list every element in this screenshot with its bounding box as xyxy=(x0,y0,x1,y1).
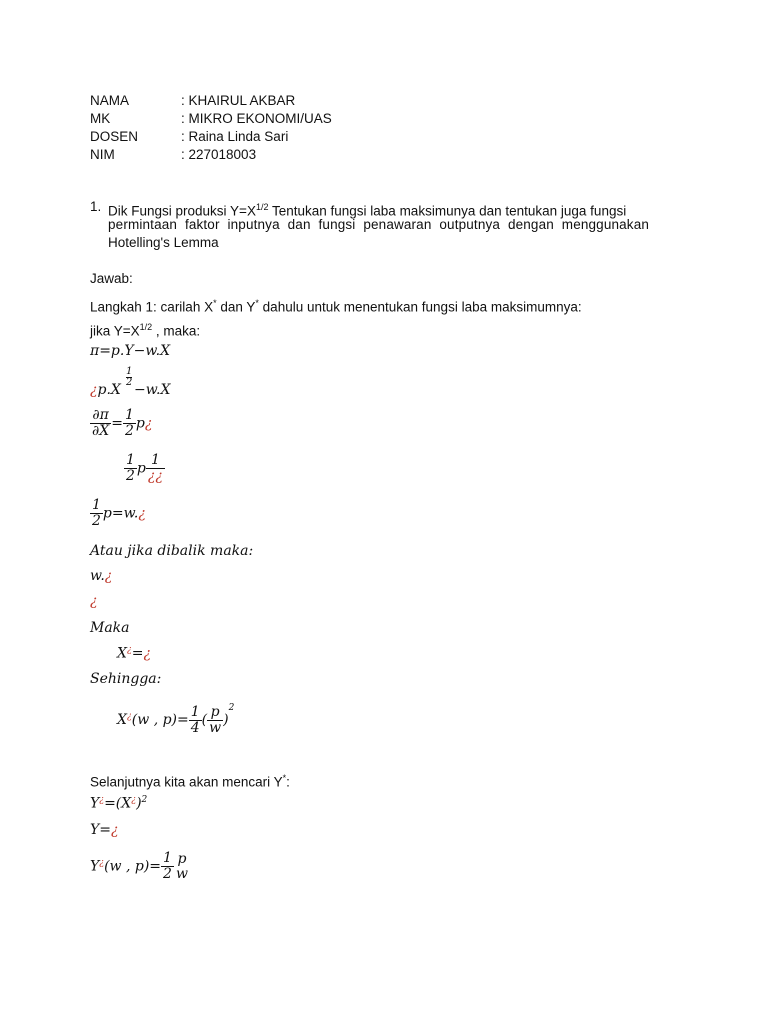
eq12-den2: w xyxy=(175,865,188,882)
eq12-b: (w , p)= xyxy=(104,858,162,875)
eq12-sup: ¿ xyxy=(99,857,105,868)
langkah-1 xyxy=(90,294,582,317)
eq9-a: X xyxy=(117,712,127,728)
question-line-2-text: permintaan faktor inputnya dan fungsi penawaran outputnya dengan menggunakan xyxy=(108,217,650,232)
eq3-frac xyxy=(90,408,111,439)
eq12-den: 2 xyxy=(163,866,172,882)
eq5-den: 2 xyxy=(92,513,101,529)
eq5-a: p=w. xyxy=(102,505,139,522)
equation-derivative xyxy=(90,408,152,439)
equation-8 xyxy=(117,645,151,662)
equation-9 xyxy=(117,703,234,736)
eq8-symbol: ¿ xyxy=(143,645,152,662)
label-nama: NAMA xyxy=(90,93,130,108)
question-text-a: Dik Fungsi produksi Y=X xyxy=(108,203,256,219)
eq2-b: −w.X xyxy=(134,382,171,398)
question-exp: 1/2 xyxy=(255,202,269,212)
star-2: * xyxy=(255,298,259,308)
equation-2 xyxy=(90,382,121,398)
question-number: 1. xyxy=(90,199,102,214)
eq5-num: 1 xyxy=(92,497,101,513)
star-3: * xyxy=(282,773,287,783)
eq4-frac xyxy=(124,453,137,484)
eq8-b: = xyxy=(131,645,144,662)
jawab-label: Jawab: xyxy=(90,271,133,286)
jika-exp: 1/2 xyxy=(139,322,153,332)
eq11-a: Y= xyxy=(90,822,111,838)
eq3-symbol: ¿ xyxy=(144,415,153,432)
question-line-2 xyxy=(108,216,678,234)
eq8-a: X xyxy=(117,645,127,662)
eq5-frac xyxy=(90,498,103,529)
eq6-a: w. xyxy=(90,568,105,584)
eq6-symbol: ¿ xyxy=(104,568,113,584)
value-nama: : KHAIRUL AKBAR xyxy=(181,93,296,108)
eq3-p: p xyxy=(135,415,145,432)
eq9-frac xyxy=(189,705,202,736)
equation-6 xyxy=(90,568,112,584)
eq12-frac xyxy=(161,851,174,882)
eq2-a: p.X xyxy=(97,382,121,398)
langkah-c: dahulu untuk menentukan fungsi laba maksimumnya: xyxy=(258,299,582,315)
atau-label: Atau jika dibalik maka: xyxy=(90,543,254,559)
eq11-symbol: ¿ xyxy=(110,822,119,838)
selanjutnya-b: : xyxy=(286,774,290,790)
equation-11 xyxy=(90,822,119,838)
jika-line xyxy=(90,318,200,341)
eq9-sup: ¿ xyxy=(126,711,132,722)
eq10-b: =(X xyxy=(104,795,132,812)
equation-10 xyxy=(90,795,147,812)
eq3-num2: 1 xyxy=(124,407,134,423)
eq9-frac2 xyxy=(207,705,223,736)
eq2-exp-num: 1 xyxy=(126,366,133,377)
eq2-exp-den: 2 xyxy=(126,377,133,388)
eq10-a: Y xyxy=(90,795,100,812)
eq2-exponent xyxy=(126,367,132,388)
eq10-sup2: ¿ xyxy=(131,795,137,805)
question-text-b: Tentukan fungsi laba maksimunya dan tentukan juga fungsi xyxy=(268,203,627,219)
equation-profit: π=p.Y−w.X xyxy=(90,343,171,359)
question-line-3: Hotelling's Lemma xyxy=(108,235,219,250)
eq3-den: ∂X xyxy=(92,423,110,439)
eq4-p: p xyxy=(136,460,146,477)
eq4-frac2 xyxy=(146,453,165,484)
eq9-den2: w xyxy=(209,719,222,736)
jika-b: , maka: xyxy=(152,323,201,339)
eq9-b: (w , p)= xyxy=(131,712,189,728)
label-nim: NIM xyxy=(90,147,115,162)
eq9-num: 1 xyxy=(190,703,200,720)
selanjutnya-a: Selanjutnya kita akan mencari Y xyxy=(90,774,283,790)
eq3-den2: 2 xyxy=(124,423,134,439)
eq9-paren-l: ( xyxy=(201,712,208,728)
jika-a: jika Y=X xyxy=(90,323,140,339)
label-mk: MK xyxy=(90,111,111,126)
eq10-exp: 2 xyxy=(141,795,148,805)
eq10-c: ) xyxy=(136,795,142,812)
eq2-symbol: ¿ xyxy=(90,382,98,398)
eq9-paren-r: ) xyxy=(223,712,229,728)
eq9-den: 4 xyxy=(190,719,200,736)
eq8-sup: ¿ xyxy=(126,645,132,655)
eq12-a: Y xyxy=(90,858,100,875)
equation-4 xyxy=(124,453,165,484)
selanjutnya-line xyxy=(90,769,290,792)
eq9-num2: p xyxy=(207,705,223,721)
eq4-num: 1 xyxy=(126,452,135,468)
maka-label: Maka xyxy=(90,620,130,636)
star-1: * xyxy=(213,298,217,308)
value-nim: : 227018003 xyxy=(181,147,257,162)
eq3-eq: = xyxy=(111,415,123,432)
eq7-symbol: ¿ xyxy=(90,593,98,609)
eq12-num: 1 xyxy=(163,850,172,866)
sehingga-label: Sehingga: xyxy=(90,671,162,687)
eq5-symbol: ¿ xyxy=(138,505,146,522)
equation-5 xyxy=(90,498,146,529)
eq3-frac2 xyxy=(123,408,136,439)
eq4-num2: 1 xyxy=(146,453,165,469)
value-mk: : MIKRO EKONOMI/UAS xyxy=(181,111,332,126)
eq10-sup: ¿ xyxy=(99,795,105,805)
eq12-frac2 xyxy=(174,852,190,882)
eq4-den2: ¿¿ xyxy=(147,468,163,484)
eq4-den: 2 xyxy=(126,468,135,484)
value-dosen: : Raina Linda Sari xyxy=(181,129,289,144)
eq9-exp: 2 xyxy=(228,703,235,713)
equation-7 xyxy=(90,593,98,609)
langkah-b: dan Y xyxy=(216,299,256,315)
eq12-num2: p xyxy=(177,850,187,867)
equation-12 xyxy=(90,851,190,882)
eq3-num: ∂π xyxy=(90,408,111,424)
label-dosen: DOSEN xyxy=(90,129,139,144)
langkah-a: Langkah 1: carilah X xyxy=(90,299,214,315)
